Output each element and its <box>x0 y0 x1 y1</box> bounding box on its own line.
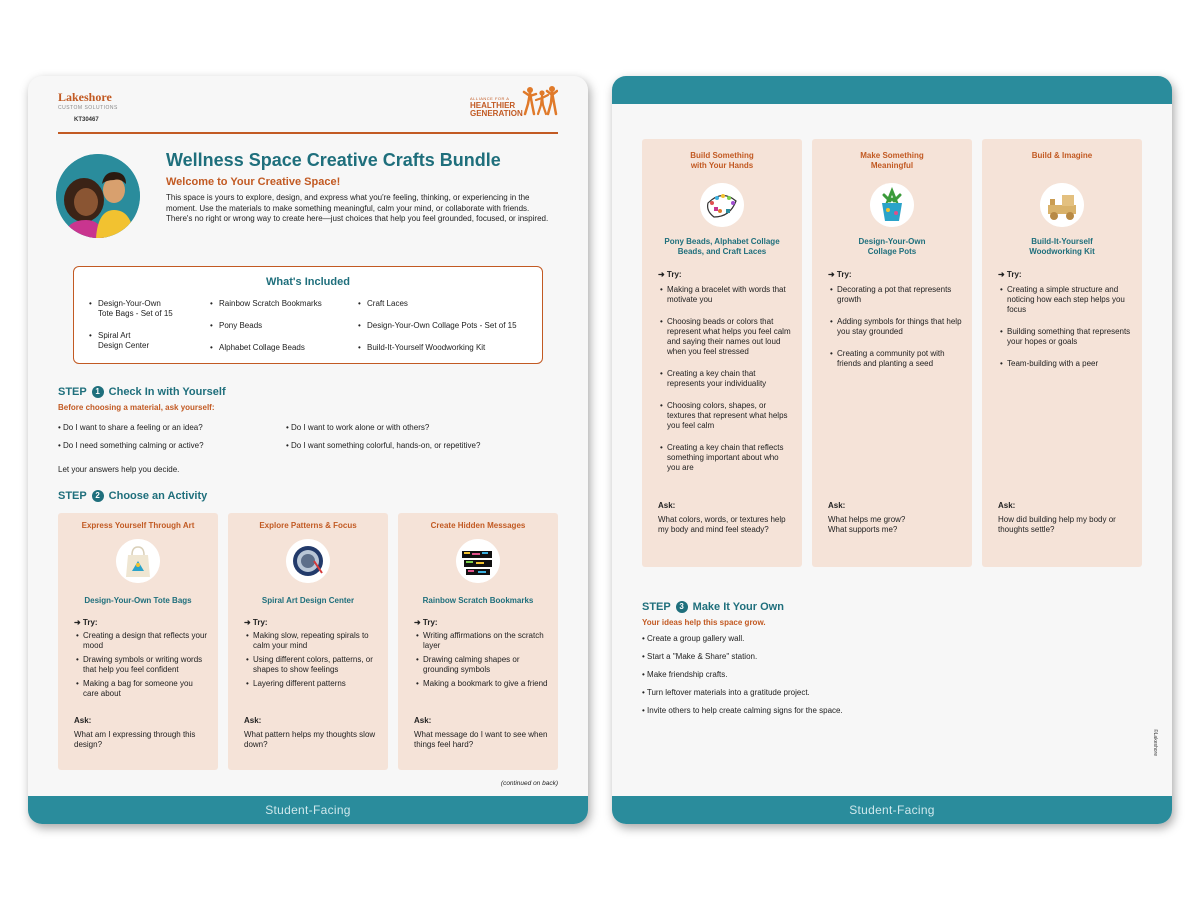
intro-paragraph: This space is yours to explore, design, and express what you're feeling, thinking, or experiencing in the moment. Use the materials to make something meaningful, calm your mind, or collaborate with friends. There's no right or wrong way to create here—just choices that help you feel grounded, focused, or inspired. <box>166 193 549 223</box>
try-item: • Drawing symbols or writing words that help you feel confident <box>76 655 208 675</box>
included-item: • Rainbow Scratch Bookmarks <box>219 299 322 309</box>
ask-question: What colors, words, or textures help my body and mind feel steady? <box>658 515 786 534</box>
try-item: • Adding symbols for things that help you stay grounded <box>830 317 962 337</box>
ask-label: Ask: <box>414 716 432 725</box>
activity-card <box>812 139 972 567</box>
activity-card <box>58 513 218 770</box>
try-item: • Team-building with a peer <box>1000 359 1132 369</box>
ask-label: Ask: <box>828 501 846 510</box>
copyright-text: ©Lakeshore <box>1152 728 1158 756</box>
step1-note: Let your answers help you decide. <box>58 465 180 474</box>
back-footer: Student-Facing <box>612 796 1172 824</box>
step3-heading <box>642 601 784 613</box>
step3-title: Make It Your Own <box>692 601 784 613</box>
card-product: Rainbow Scratch Bookmarks <box>422 596 534 605</box>
try-item: • Decorating a pot that represents growth <box>830 285 962 305</box>
try-item: • Choosing colors, shapes, or textures that represent what helps you feel calm <box>660 401 792 431</box>
try-label: ➜ Try: <box>998 270 1022 279</box>
try-list <box>416 631 548 689</box>
continued-note: (continued on back) <box>500 780 558 787</box>
card-title: Create Hidden Messages <box>430 521 526 530</box>
card-product: Design-Your-Own Tote Bags <box>84 596 192 605</box>
activity-card <box>228 513 388 770</box>
try-list <box>76 631 208 699</box>
try-label: ➜ Try: <box>828 270 852 279</box>
step1-question: • Do I need something calming or active? <box>58 441 204 450</box>
partner-small-text: ALLIANCE FOR A <box>470 96 510 101</box>
included-item: • Design-Your-Own Collage Pots - Set of 15 <box>367 321 517 331</box>
try-item: • Making a bag for someone you care about <box>76 679 208 699</box>
step1-number: 1 <box>92 386 104 398</box>
try-item: • Creating a key chain that represents your individuality <box>660 369 792 389</box>
spiral-art-icon <box>286 539 330 583</box>
try-label: ➜ Try: <box>244 618 268 627</box>
activity-card <box>398 513 558 770</box>
step1-subheading: Before choosing a material, ask yourself: <box>58 403 215 412</box>
card-product: Spiral Art Design Center <box>261 596 355 605</box>
try-item: • Writing affirmations on the scratch layer <box>416 631 548 651</box>
whats-included-box <box>73 266 543 364</box>
step1-question: • Do I want to work alone or with others? <box>286 423 430 432</box>
partner-line1: HEALTHIER <box>470 101 516 110</box>
ask-question: What helps me grow? What supports me? <box>828 515 906 534</box>
partner-line2: GENERATION <box>470 109 523 118</box>
try-item: • Using different colors, patterns, or shapes to show feelings <box>246 655 378 675</box>
step3-item: • Start a "Make & Share" station. <box>642 652 758 661</box>
included-item: • Design-Your-Own Tote Bags - Set of 15 <box>98 299 173 319</box>
card-title: Explore Patterns & Focus <box>259 521 357 530</box>
woodworking-kit-icon <box>1040 183 1084 227</box>
card-product: Design-Your-Own Collage Pots <box>858 237 926 256</box>
ask-label: Ask: <box>74 716 92 725</box>
front-footer: Student-Facing <box>28 796 588 824</box>
try-item: • Creating a community pot with friends and planting a seed <box>830 349 962 369</box>
header-divider <box>58 132 558 134</box>
included-item: • Craft Laces <box>367 299 408 309</box>
try-item: • Making a bracelet with words that motivate you <box>660 285 792 305</box>
step3-prefix: STEP <box>642 601 671 613</box>
page-subtitle: Welcome to Your Creative Space! <box>166 176 341 188</box>
product-code: KT30467 <box>74 117 99 123</box>
brand-name: Lakeshore <box>58 90 112 104</box>
step3-number: 3 <box>676 601 688 613</box>
step1-prefix: STEP <box>58 386 87 398</box>
card-title: Express Yourself Through Art <box>81 521 195 530</box>
card-product: Build-It-Yourself Woodworking Kit <box>1029 237 1095 256</box>
card-product: Pony Beads, Alphabet Collage Beads, and Craft Laces <box>664 237 780 256</box>
step1-question: • Do I want something colorful, hands-on, or repetitive? <box>286 441 481 450</box>
step2-number: 2 <box>92 490 104 502</box>
brand-sub: CUSTOM SOLUTIONS <box>58 105 118 111</box>
ask-question: What message do I want to see when things feel hard? <box>414 730 548 749</box>
card-title: Build & Imagine <box>1031 151 1093 160</box>
step1-title: Check In with Yourself <box>108 386 226 398</box>
activity-card <box>642 139 802 567</box>
tote-bag-icon <box>116 539 160 583</box>
step3-item: • Make friendship crafts. <box>642 670 728 679</box>
collage-pot-icon <box>870 183 914 227</box>
ask-label: Ask: <box>244 716 262 725</box>
ask-question: What pattern helps my thoughts slow down? <box>244 730 376 749</box>
ask-label: Ask: <box>998 501 1016 510</box>
back-top-bar <box>612 76 1172 104</box>
step3-item: • Invite others to help create calming signs for the space. <box>642 706 843 715</box>
try-item: • Building something that represents your hopes or goals <box>1000 327 1132 347</box>
try-item: • Drawing calming shapes or grounding symbols <box>416 655 548 675</box>
try-item: • Making slow, repeating spirals to calm your mind <box>246 631 378 651</box>
try-item: • Choosing beads or colors that represent what helps you feel calm and saying their names out loud when you feel stressed <box>660 317 792 357</box>
partner-logo <box>470 84 558 124</box>
activity-card <box>982 139 1142 567</box>
try-list <box>830 285 962 369</box>
card-title: Build Something with Your Hands <box>690 151 754 170</box>
card-title: Make Something Meaningful <box>860 151 924 170</box>
try-item: • Creating a design that reflects your mood <box>76 631 208 651</box>
step1-question: • Do I want to share a feeling or an idea? <box>58 423 203 432</box>
try-label: ➜ Try: <box>658 270 682 279</box>
step2-title: Choose an Activity <box>108 490 208 502</box>
lakeshore-logo <box>58 90 118 123</box>
step2-prefix: STEP <box>58 490 87 502</box>
included-item: • Alphabet Collage Beads <box>219 343 305 353</box>
scratch-bookmarks-icon <box>456 539 500 583</box>
try-item: • Layering different patterns <box>246 679 378 689</box>
ask-question: What am I expressing through this design? <box>74 730 196 749</box>
people-figures-icon <box>522 84 558 118</box>
students-illustration <box>56 154 140 238</box>
step3-item: • Turn leftover materials into a gratitude project. <box>642 688 810 697</box>
try-list <box>660 285 792 473</box>
page-title: Wellness Space Creative Crafts Bundle <box>166 150 501 170</box>
front-page <box>28 76 588 824</box>
ask-label: Ask: <box>658 501 676 510</box>
whats-included-title: What's Included <box>266 276 350 288</box>
step1-heading <box>58 386 226 398</box>
try-label: ➜ Try: <box>414 618 438 627</box>
beads-icon <box>700 183 744 227</box>
try-item: • Creating a key chain that reflects something important about who you are <box>660 443 792 473</box>
step3-item: • Create a group gallery wall. <box>642 634 745 643</box>
try-item: • Making a bookmark to give a friend <box>416 679 548 689</box>
try-label: ➜ Try: <box>74 618 98 627</box>
included-item: • Build-It-Yourself Woodworking Kit <box>367 343 485 353</box>
included-item: • Pony Beads <box>219 321 262 331</box>
included-item: • Spiral Art Design Center <box>98 331 149 351</box>
try-list <box>1000 285 1132 369</box>
ask-question: How did building help my body or thoughts settle? <box>998 515 1116 534</box>
try-item: • Creating a simple structure and noticing how each step helps you focus <box>1000 285 1132 315</box>
step2-heading <box>58 490 207 502</box>
partner-name <box>470 102 523 118</box>
try-list <box>246 631 378 689</box>
step3-subheading: Your ideas help this space grow. <box>642 618 766 627</box>
back-page <box>612 76 1172 824</box>
